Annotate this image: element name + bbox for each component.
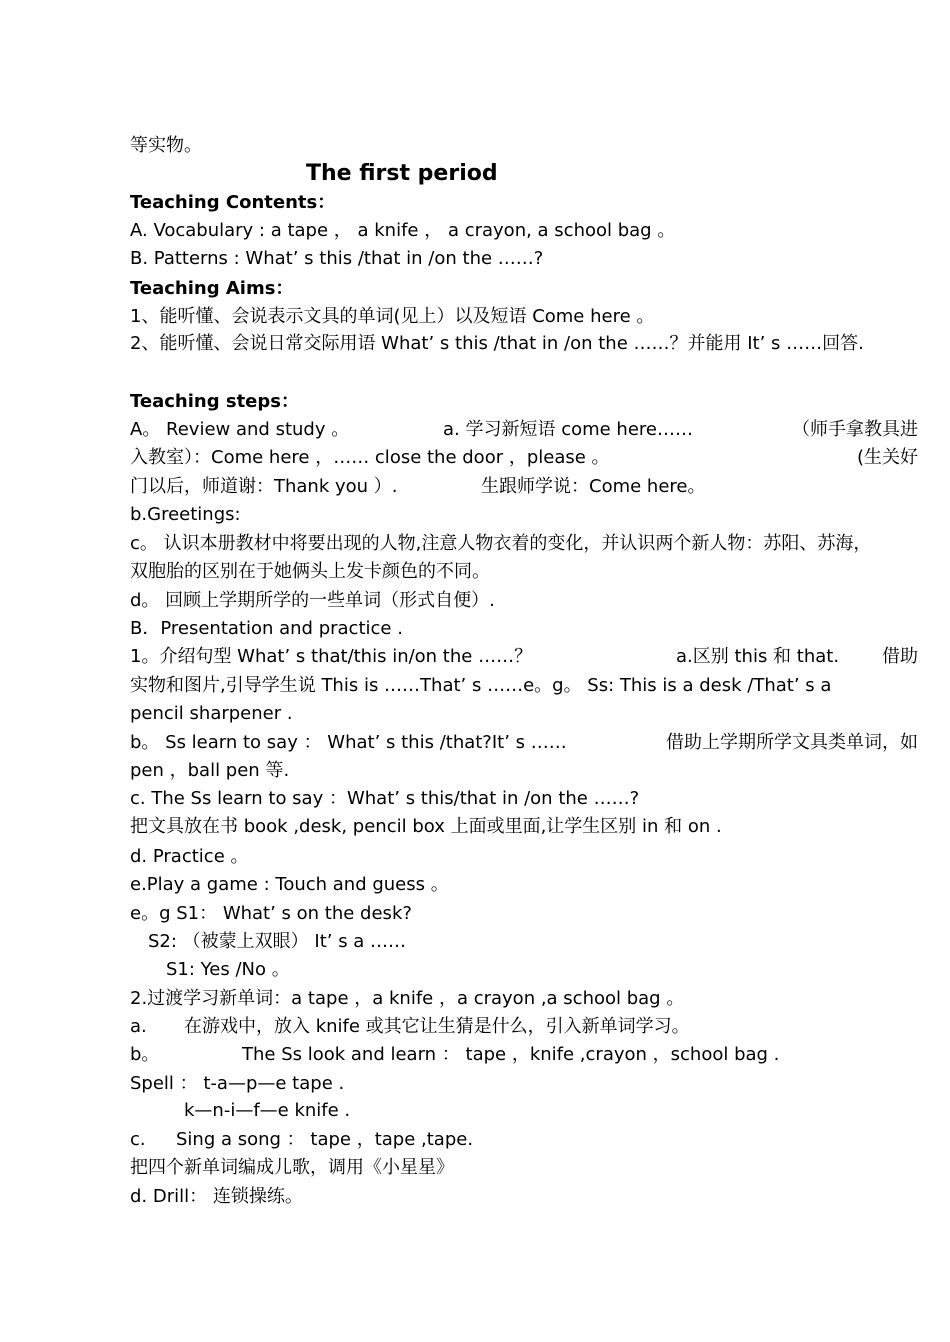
step-characters-cont: 双胞胎的区别在于她俩头上发卡颜色的不同。 [130, 561, 490, 582]
step-learn-in-on: c. The Ss learn to say ：What’ s this/that in /on the ……? [130, 788, 640, 809]
step-drill: d. Drill： 连锁操练。 [130, 1186, 303, 1207]
contents-vocabulary: A. Vocabulary : a tape ， a knife ， a crayon, a school bag 。 [130, 220, 676, 241]
step-dialog-s2: S2: （被蒙上双眼） It’ s a …… [148, 931, 407, 952]
step-presentation: B．Presentation and practice . [130, 618, 403, 639]
step-in-on-note: 把文具放在书 book ,desk, pencil box 上面或里面,让学生区别 in 和 on . [130, 816, 722, 837]
step-teacher-note: （师手拿教具进 [792, 419, 918, 440]
step-b-text: The Ss look and learn ： tape ，knife ,crayon ，school bag . [242, 1044, 780, 1065]
step-pen-words: pen ，ball pen 等. [130, 760, 290, 781]
step-spell-knife: k—n-i—f—e knife . [184, 1100, 351, 1121]
step-characters: c。 认识本册教材中将要出现的人物,注意人物衣着的变化，并认识两个新人物：苏阳、苏海， [130, 533, 872, 554]
step-a-text: 在游戏中，放入 knife 或其它让生猜是什么，引入新单词学习。 [184, 1016, 690, 1037]
step-thank-you: 门以后，师道谢：Thank you ）. [130, 476, 398, 497]
heading-teaching-aims: Teaching Aims： [130, 278, 294, 299]
step-b-label: b。 [130, 1044, 160, 1065]
step-song-note: 把四个新单词编成儿歌，调用《小星星》 [130, 1157, 454, 1178]
contents-patterns: B. Patterns : What’ s this /that in /on the ……? [130, 248, 544, 269]
step-dialog-s1-answer: S1: Yes /No 。 [166, 959, 290, 980]
step-come-here: 入教室）：Come here ，…… close the door ，please 。 [130, 447, 610, 468]
step-objects-pictures: 实物和图片,引导学生说 This is ……That’ s ……e。g。 Ss: This is a desk /That’ s a [130, 675, 832, 696]
step-game: e.Play a game : Touch and guess 。 [130, 874, 449, 895]
step-greetings: b.Greetings: [130, 504, 241, 525]
step-pencil-sharpener: pencil sharpener . [130, 703, 293, 724]
step-c-text: Sing a song ： tape ，tape ,tape. [176, 1129, 474, 1150]
step-pattern-intro: 1。介绍句型 What’ s that/this in/on the ……？ [130, 646, 533, 667]
step-student-note: (生关好 [856, 447, 918, 468]
page-title: The first period [306, 161, 498, 186]
aim-2: 2、能听懂、会说日常交际用语 What’ s this /that in /on the ……？并能用 It’ s ……回答. [130, 333, 864, 354]
step-new-phrase: a. 学习新短语 come here…… [443, 419, 693, 440]
step-practice: d. Practice 。 [130, 846, 249, 867]
step-spell-tape: Spell ： t-a—p—e tape . [130, 1073, 345, 1094]
step-follow-teacher: 生跟师学说：Come here。 [481, 476, 706, 497]
step-stationery-note: 借助上学期所学文具类单词，如 [666, 732, 918, 753]
step-c-label: c. [130, 1129, 146, 1150]
heading-teaching-steps: Teaching steps： [130, 391, 299, 412]
step-with-help: 借助 [882, 646, 918, 667]
step-new-words: 2.过渡学习新单词：a tape ，a knife ，a crayon ,a school bag 。 [130, 988, 685, 1009]
aim-1: 1、能听懂、会说表示文具的单词(见上）以及短语 Come here 。 [130, 306, 655, 327]
step-a-label: a. [130, 1016, 147, 1037]
step-dialog-s1: e。g S1： What’ s on the desk? [130, 903, 412, 924]
step-review: A。 Review and study 。 [130, 419, 350, 440]
step-learn-to-say: b。 Ss learn to say ： What’ s this /that?It’ s …… [130, 732, 567, 753]
intro-fragment: 等实物。 [130, 135, 202, 156]
step-this-that: a.区别 this 和 that. [676, 646, 840, 667]
heading-teaching-contents: Teaching Contents： [130, 192, 336, 213]
step-review-words: d。 回顾上学期所学的一些单词（形式自便）. [130, 590, 495, 611]
